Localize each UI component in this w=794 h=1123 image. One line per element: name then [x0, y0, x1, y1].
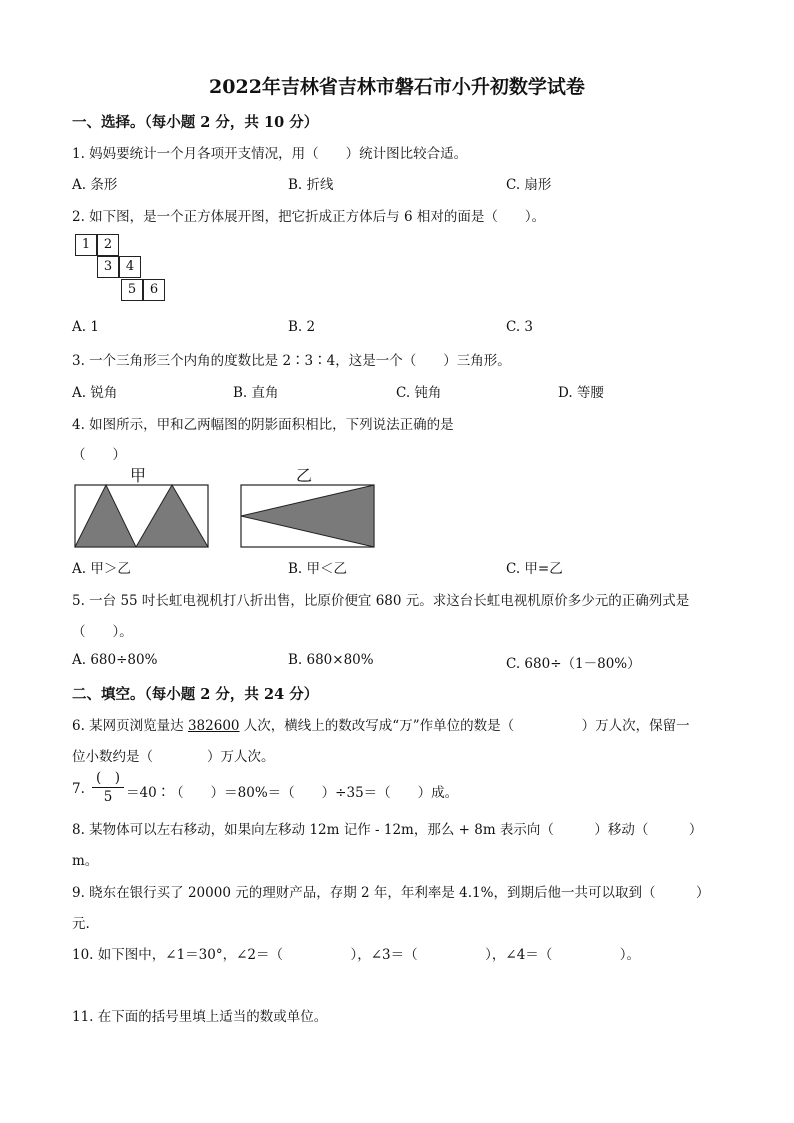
- question-6-text: 6. 某网页浏览量达: [72, 718, 188, 734]
- question-4-option-a: A. 甲＞乙: [72, 561, 131, 577]
- question-5-answer-paren: （ ）。: [72, 624, 133, 640]
- question-9-line-1: 9. 晓东在银行买了 20000 元的理财产品，存期 2 年，年利率是 4.1%，到期后他一共可以取到（ ）: [72, 885, 710, 901]
- cube-net-cell: 3: [97, 256, 119, 278]
- fraction-denominator: 5: [103, 789, 113, 805]
- question-7-equation: ＝40∶（ ）＝80%＝（ ）÷35＝（ ）成。: [126, 785, 459, 801]
- question-4-option-b: B. 甲＜乙: [288, 561, 348, 577]
- cube-net-cell: 1: [75, 234, 97, 256]
- question-4-answer-paren: （ ）: [72, 447, 126, 463]
- question-5-option-c: C. 680÷（1－80%）: [506, 656, 641, 672]
- page-title: 2022年吉林省吉林市磐石市小升初数学试卷: [209, 76, 585, 98]
- question-4-stem: 4. 如图所示，甲和乙两幅图的阴影面积相比，下列说法正确的是: [72, 417, 454, 433]
- question-3-stem: 3. 一个三角形三个内角的度数比是 2∶3∶4，这是一个（ ）三角形。: [72, 353, 511, 369]
- question-3-option-c: C. 钝角: [396, 385, 442, 401]
- question-2-option-b: B. 2: [288, 319, 316, 335]
- question-5-stem: 5. 一台 55 吋长虹电视机打八折出售，比原价便宜 680 元。求这台长虹电视机原价多少元的正确列式是: [72, 593, 690, 609]
- question-8-line-1: 8. 某物体可以左右移动，如果向左移动 12m 记作 - 12m，那么 + 8m 表示向（ ）移动（ ）: [72, 822, 703, 838]
- question-1-stem: 1. 妈妈要统计一个月各项开支情况，用（ ）统计图比较合适。: [72, 146, 468, 162]
- figure-jia-label: 甲: [130, 466, 147, 485]
- question-6-underlined-number: 382600: [187, 718, 240, 734]
- question-3-option-a: A. 锐角: [72, 385, 118, 401]
- cube-net-cell: 6: [143, 279, 165, 301]
- question-3-option-d: D. 等腰: [558, 385, 604, 401]
- fraction-bar: [92, 787, 124, 788]
- question-1-option-a: A. 条形: [72, 177, 118, 193]
- question-6-text: 人次，横线上的数改写成“万”作单位的数是（ ）万人次，保留一: [239, 718, 690, 734]
- question-1-option-c: C. 扇形: [506, 177, 552, 193]
- question-9-line-2: 元.: [72, 916, 90, 932]
- fraction-numerator: ( ): [95, 770, 121, 786]
- question-5-option-b: B. 680×80%: [288, 652, 374, 668]
- question-4-option-c: C. 甲=乙: [506, 561, 563, 577]
- question-3-option-b: B. 直角: [233, 385, 279, 401]
- question-8-line-2: m。: [72, 853, 99, 869]
- section-heading-fill-in: 二、填空。（每小题 2 分，共 24 分）: [72, 686, 319, 703]
- question-5-option-a: A. 680÷80%: [72, 652, 158, 668]
- question-1-option-b: B. 折线: [288, 177, 334, 193]
- figure-yi-label: 乙: [296, 466, 313, 485]
- question-6-line-2: 位小数约是（ ）万人次。: [72, 749, 275, 765]
- question-7-fraction: [92, 766, 124, 805]
- cube-net-cell: 2: [97, 234, 119, 256]
- question-7-number: 7.: [72, 781, 85, 797]
- question-10-stem: 10. 如下图中，∠1＝30°，∠2＝（ ），∠3＝（ ），∠4＝（ ）。: [72, 947, 641, 963]
- cube-net-cell: 4: [119, 256, 141, 278]
- section-heading-choice: 一、选择。（每小题 2 分，共 10 分）: [72, 114, 319, 131]
- question-2-stem: 2. 如下图，是一个正方体展开图，把它折成正方体后与 6 相对的面是（ ）。: [72, 209, 546, 225]
- question-11-stem: 11. 在下面的括号里填上适当的数或单位。: [72, 1009, 328, 1025]
- figure-jia: [74, 484, 210, 550]
- cube-net-cell: 5: [121, 279, 143, 301]
- question-2-option-a: A. 1: [72, 319, 99, 335]
- question-6-line-1: [72, 714, 690, 734]
- figure-yi: [240, 484, 376, 550]
- question-2-option-c: C. 3: [506, 319, 534, 335]
